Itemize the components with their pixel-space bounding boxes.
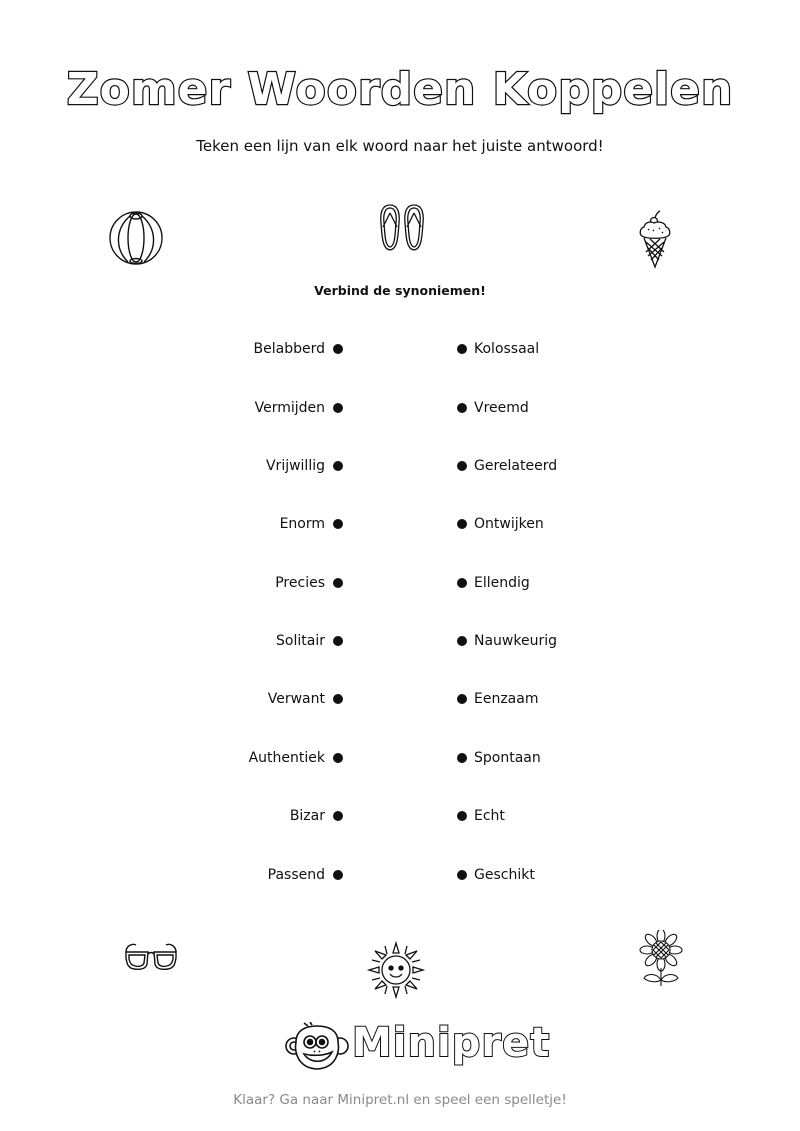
left-connector-dot[interactable] xyxy=(333,461,343,471)
right-word: Kolossaal xyxy=(474,341,540,357)
match-row xyxy=(0,629,800,653)
match-row xyxy=(0,863,800,887)
right-connector-dot[interactable] xyxy=(457,578,467,588)
match-row xyxy=(0,571,800,595)
left-word: Bizar xyxy=(289,808,325,824)
right-word: Vreemd xyxy=(474,400,529,416)
left-connector-dot[interactable] xyxy=(333,811,343,821)
brand-logo-text: Minipret xyxy=(352,1020,551,1066)
left-word: Authentiek xyxy=(248,750,325,766)
footer-text: Klaar? Ga naar Minipret.nl en speel een spelletje! xyxy=(233,1092,567,1108)
smiling-sun-icon xyxy=(366,940,426,1000)
left-connector-dot[interactable] xyxy=(333,694,343,704)
section-title: Verbind de synoniemen! xyxy=(314,283,486,298)
left-word: Belabberd xyxy=(253,341,325,357)
left-connector-dot[interactable] xyxy=(333,403,343,413)
left-word: Vrijwillig xyxy=(265,458,325,474)
sunflower-icon xyxy=(638,930,684,988)
right-word: Gerelateerd xyxy=(474,458,558,474)
left-connector-dot[interactable] xyxy=(333,753,343,763)
right-word: Eenzaam xyxy=(474,691,539,707)
left-connector-dot[interactable] xyxy=(333,870,343,880)
right-connector-dot[interactable] xyxy=(457,519,467,529)
right-connector-dot[interactable] xyxy=(457,461,467,471)
worksheet-title: Zomer Woorden Koppelen xyxy=(66,64,734,115)
right-connector-dot[interactable] xyxy=(457,636,467,646)
left-connector-dot[interactable] xyxy=(333,578,343,588)
right-word: Echt xyxy=(474,808,505,824)
left-word: Solitair xyxy=(276,633,325,649)
right-word: Ellendig xyxy=(474,575,530,591)
left-connector-dot[interactable] xyxy=(333,519,343,529)
ice-cream-cone-icon xyxy=(638,210,672,270)
right-word: Nauwkeurig xyxy=(474,633,558,649)
monkey-face-icon xyxy=(284,1022,350,1072)
left-word: Precies xyxy=(275,575,325,591)
match-row xyxy=(0,746,800,770)
left-word: Enorm xyxy=(279,516,325,532)
match-row xyxy=(0,454,800,478)
right-word: Spontaan xyxy=(474,750,541,766)
match-row xyxy=(0,804,800,828)
match-row xyxy=(0,512,800,536)
right-word: Ontwijken xyxy=(474,516,544,532)
match-row xyxy=(0,687,800,711)
right-word: Geschikt xyxy=(474,867,535,883)
right-connector-dot[interactable] xyxy=(457,870,467,880)
left-connector-dot[interactable] xyxy=(333,344,343,354)
right-connector-dot[interactable] xyxy=(457,403,467,413)
left-word: Verwant xyxy=(267,691,325,707)
right-connector-dot[interactable] xyxy=(457,694,467,704)
instruction-text: Teken een lijn van elk woord naar het juiste antwoord! xyxy=(196,137,604,155)
beach-ball-icon xyxy=(108,210,164,266)
right-connector-dot[interactable] xyxy=(457,811,467,821)
left-word: Passend xyxy=(267,867,325,883)
match-row xyxy=(0,337,800,361)
left-word: Vermijden xyxy=(254,400,325,416)
sunglasses-icon xyxy=(124,942,178,972)
match-row xyxy=(0,396,800,420)
flip-flops-icon xyxy=(378,203,426,253)
right-connector-dot[interactable] xyxy=(457,344,467,354)
right-connector-dot[interactable] xyxy=(457,753,467,763)
left-connector-dot[interactable] xyxy=(333,636,343,646)
